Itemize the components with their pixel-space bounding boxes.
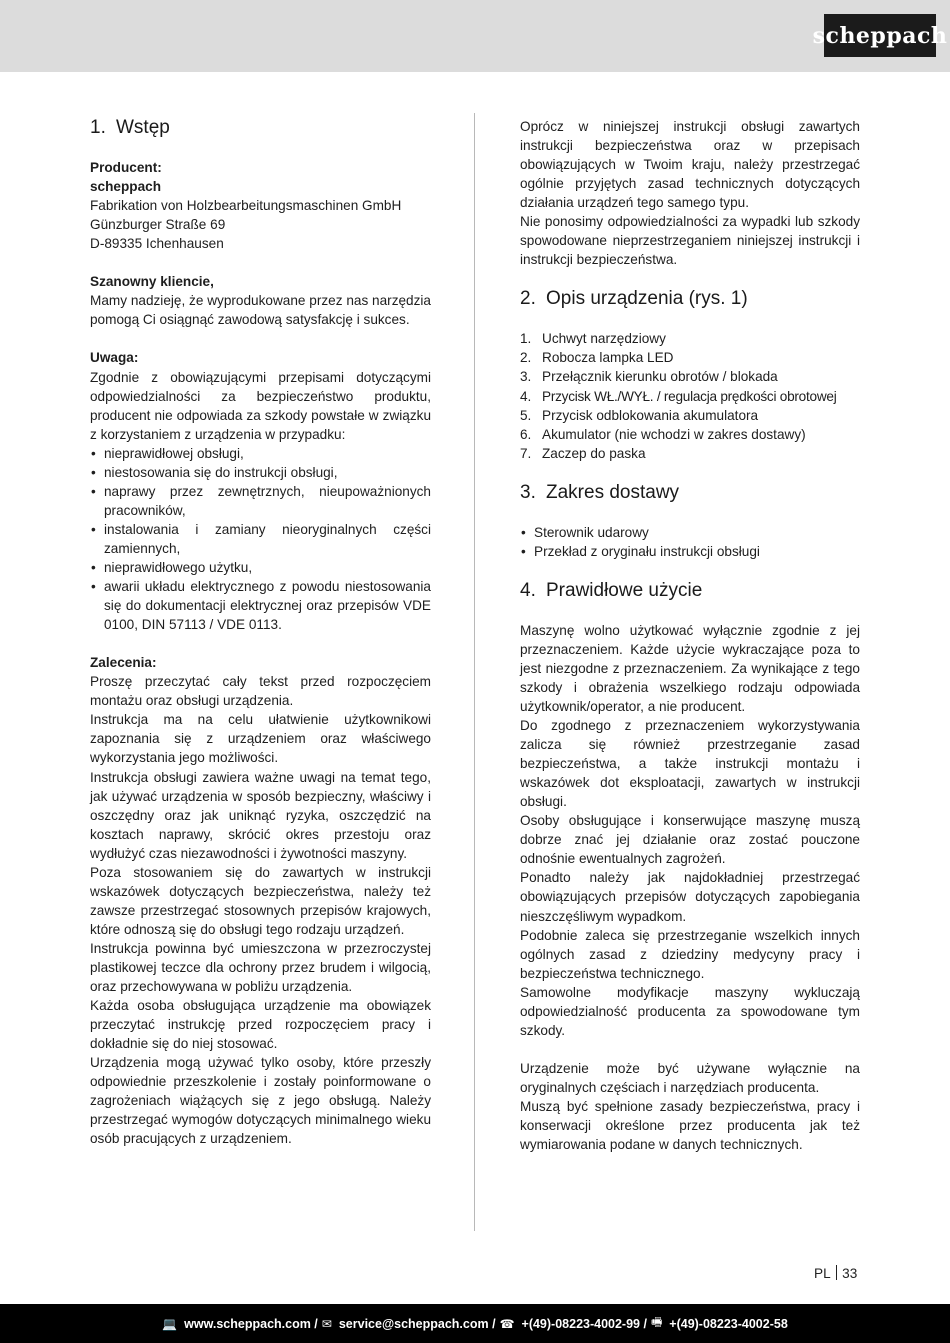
section-title-text: Zakres dostawy — [546, 481, 680, 503]
page-number-value: 33 — [842, 1266, 858, 1281]
section-title-intro — [90, 117, 431, 139]
right-column — [520, 117, 860, 1154]
list-item: 1. Uchwyt narzędziowy — [520, 331, 666, 347]
list-item: • Sterownik udarowy — [520, 523, 860, 542]
producer-company: Fabrikation von Holzbearbeitungsmaschinen GmbH — [90, 198, 402, 214]
section-title-intended-use — [520, 580, 860, 602]
footer-phone[interactable]: +(49)-08223-4002-99 / — [521, 1316, 647, 1331]
delivery-list — [520, 523, 860, 561]
paragraph: Instrukcja powinna być umieszczona w przezroczystej plastikowej teczce dla ochrony przez brudem i wilgocią, oraz przechowywana w pobliżu urządzenia. — [90, 940, 431, 995]
paragraph: Muszą być spełnione zasady bezpieczeństwa, pracy i konserwacji określone przez producenta jak też wymiarowania podane w danych technicznych. — [520, 1098, 860, 1153]
producer-street: Günzburger Straße 69 — [90, 217, 226, 233]
list-item: 3. Przełącznik kierunku obrotów / blokada — [520, 369, 778, 385]
section-number: 4. — [520, 579, 536, 601]
list-item: 4. Przycisk WŁ./WYŁ. / regulacja prędkości obrotowej — [520, 388, 837, 404]
section-number: 2. — [520, 288, 536, 310]
footer-bar — [0, 1304, 950, 1343]
section-title-description — [520, 288, 860, 310]
computer-icon: 💻 — [162, 1316, 178, 1331]
header-bar — [0, 0, 950, 72]
page-language: PL — [814, 1266, 831, 1281]
footer-website[interactable]: www.scheppach.com / — [184, 1316, 318, 1331]
footer-email[interactable]: service@scheppach.com / — [338, 1316, 496, 1331]
page-number — [814, 1265, 857, 1281]
paragraph: Do zgodnego z przeznaczeniem wykorzystywania zalicza się również przestrzeganie zasad bezpieczeństwa, a także instrukcji montażu i wskazówek dot eksploatacji, zawartych w instrukcji obsługi. — [520, 718, 860, 810]
section-title-delivery — [520, 482, 860, 504]
recommendations-label: Zalecenia: — [90, 655, 157, 671]
left-column — [90, 117, 431, 1148]
page-separator — [836, 1265, 838, 1280]
note-bullet-list — [90, 444, 431, 634]
producer-name: scheppach — [90, 179, 162, 195]
paragraph: Poza stosowaniem się do zawartych w instrukcji wskazówek dotyczących bezpieczeństwa, należy też zawsze przestrzegać stosownych przepisów krajowych, które odnoszą się do obsługi tego rodzaju urządzeń. — [90, 864, 431, 937]
section-title-text: Wstęp — [116, 117, 170, 138]
paragraph: Oprócz w niniejszej instrukcji obsługi zawartych instrukcji bezpieczeństwa oraz w przepisach obowiązujących w Twoim kraju, należy przestrzegać ogólnie przyjętych zasad technicznych dotyczących działania urządzeń tego samego typu. — [520, 119, 860, 211]
list-item: 7. Zaczep do paska — [520, 445, 646, 461]
paragraph: Urządzenia mogą używać tylko osoby, które przeszły odpowiednie przeszkolenie i zostały poinformowane o zagrożeniach wiążących się z jego obsługą. Należy przestrzegać wymogów dotyczących minimalnego wieku osób pracujących z urządzeniem. — [90, 1055, 431, 1147]
fax-icon: 🖷 — [650, 1315, 663, 1329]
device-parts-list — [520, 329, 860, 462]
note-label: Uwaga: — [90, 350, 139, 366]
paragraph: Urządzenie może być używane wyłącznie na oryginalnych częściach i narzędziach producenta. — [520, 1060, 860, 1095]
paragraph: Nie ponosimy odpowiedzialności za wypadki lub szkody spowodowane nieprzestrzeganiem niniejszej instrukcji i instrukcji bezpieczeństwa. — [520, 214, 860, 268]
paragraph: Ponadto należy jak najdokładniej przestrzegać obowiązujących przepisów dotyczących zapobiegania nieszczęśliwym wypadkom. — [520, 870, 860, 924]
list-item: 2. Robocza lampka LED — [520, 350, 674, 366]
list-item: • Przekład z oryginału instrukcji obsługi — [520, 542, 860, 561]
paragraph: Maszynę wolno użytkować wyłącznie zgodnie z jej przeznaczeniem. Każde użycie wykraczające poza to jest niezgodne z przeznaczeniem. Za wynikające z tego szkody i obrażenia wszelkiego rodzaju odpowiada użytkownik/operator, a nie producent. — [520, 622, 860, 714]
list-item: • niestosowania się do instrukcji obsługi, — [90, 463, 431, 482]
paragraph: Samowolne modyfikacje maszyny wykluczają odpowiedzialność producenta za spowodowane tym szkody. — [520, 984, 860, 1038]
section-title-text: Opis urządzenia (rys. 1) — [546, 288, 748, 310]
greeting-label: Szanowny kliencie, — [90, 274, 214, 290]
paragraph: Każda osoba obsługująca urządzenie ma obowiązek przeczytać instrukcję przed rozpoczęciem pracy i dokładnie się do niej stosować. — [90, 998, 431, 1052]
phone-icon: ☎ — [499, 1316, 515, 1331]
list-item: • nieprawidłowej obsługi, — [90, 444, 431, 463]
producer-city: D-89335 Ichenhausen — [90, 236, 224, 252]
list-item: • nieprawidłowego użytku, — [90, 558, 431, 577]
paragraph: Proszę przeczytać cały tekst przed rozpoczęciem montażu oraz obsługi urządzenia. — [90, 674, 431, 709]
producer-label: Producent: — [90, 160, 162, 175]
section-title-text: Prawidłowe użycie — [546, 579, 703, 601]
email-icon: ✉ — [321, 1316, 332, 1331]
greeting-text: Mamy nadzieję, że wyprodukowane przez nas narzędzia pomogą Ci osiągnąć zawodową satysfakcję i sukces. — [90, 293, 431, 328]
list-item: • instalowania i zamiany nieoryginalnych części zamiennych, — [90, 520, 431, 558]
list-item: 5. Przycisk odblokowania akumulatora — [520, 407, 759, 423]
list-item: • naprawy przez zewnętrznych, nieupoważnionych pracowników, — [90, 482, 431, 520]
paragraph: Instrukcja ma na celu ułatwienie użytkownikowi zapoznania się z urządzeniem oraz właściwego wykorzystania jego możliwości. — [90, 712, 431, 766]
note-text: Zgodnie z obowiązującymi przepisami dotyczącymi odpowiedzialności za bezpieczeństwo produktu, producent nie odpowiada za szkody powstałe w związku z korzystaniem z urządzenia w przypadku: — [90, 369, 431, 442]
paragraph: Instrukcja obsługi zawiera ważne uwagi na temat tego, jak używać urządzenia w sposób bezpieczny, właściwy i oszczędny oraz jak uniknąć ryzyka, oszczędzić na kosztach naprawy, skrócić okres przestoju oraz wydłużyć czas niezawodności i żywotności maszyny. — [90, 769, 431, 861]
column-divider — [474, 113, 475, 1231]
list-item: • awarii układu elektrycznego z powodu niestosowania się do dokumentacji elektrycznej oraz przepisów VDE 0100, DIN 57113 / VDE 0113. — [90, 577, 431, 634]
section-number: 1. — [90, 117, 106, 138]
section-number: 3. — [520, 481, 536, 503]
paragraph: Podobnie zaleca się przestrzeganie wszelkich innych ogólnych zasad z dziedziny medycyny pracy i bezpieczeństwa technicznego. — [520, 927, 860, 981]
footer-fax[interactable]: +(49)-08223-4002-58 — [669, 1316, 788, 1331]
paragraph: Osoby obsługujące i konserwujące maszynę muszą dobrze znać jej działanie oraz zostać pouczone odnośnie ewentualnych zagrożeń. — [520, 813, 860, 867]
brand-logo[interactable]: scheppach — [824, 14, 936, 57]
list-item: 6. Akumulator (nie wchodzi w zakres dostawy) — [520, 426, 806, 442]
